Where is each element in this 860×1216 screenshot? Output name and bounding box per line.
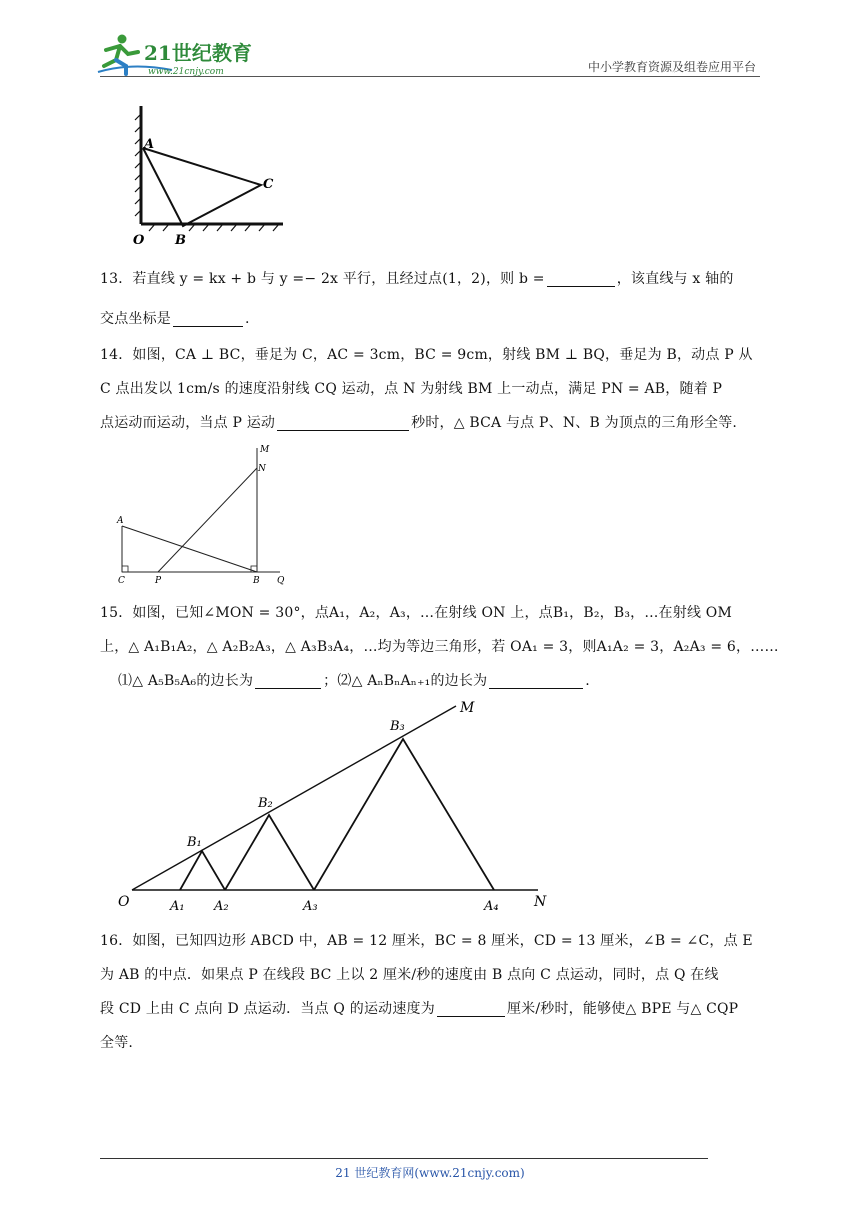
q16-line2: 为 AB 的中点．如果点 P 在线段 BC 上以 2 厘米/秒的速度由 B 点向 C 点运动，同时，点 Q 在线 [100, 967, 719, 983]
q14-blank-seconds[interactable] [277, 414, 409, 431]
label-b1: B₁ [187, 835, 202, 850]
label-n: N [258, 464, 266, 474]
q14-line2: C 点出发以 1cm/s 的速度沿射线 CQ 运动，点 N 为射线 BM 上一动点，满足 PN = AB，随着 P [100, 381, 723, 397]
footer-text[interactable]: 21 世纪教育网(www.21cnjy.com) [335, 1166, 525, 1180]
segment-ab [122, 526, 257, 572]
ray-om [132, 706, 456, 890]
q16-blank-speed[interactable] [437, 1000, 505, 1017]
q15-part2: ；⑵△ AₙBₙAₙ₊₁的边长为 [323, 673, 488, 689]
segment-pn [158, 468, 257, 572]
figure-q15 [110, 696, 560, 916]
q13-blank-intercept[interactable] [173, 310, 243, 327]
q15-line3-tail: . [585, 673, 590, 689]
label-o: O [133, 233, 145, 248]
q15-part1: ⑴△ A₅B₅A₆的边长为 [118, 673, 254, 689]
label-b: B [175, 233, 186, 248]
label-m: M [460, 700, 475, 716]
q14-line3: 点运动而运动，当点 P 运动 [100, 415, 276, 431]
q15-blank-an[interactable] [489, 672, 583, 689]
label-n: N [534, 894, 547, 910]
label-a1: A₁ [170, 899, 185, 914]
logo-url: www.21cnjy.com [148, 67, 224, 77]
question-13 [100, 262, 760, 336]
label-p: P [155, 576, 162, 586]
q16-line4: 全等. [100, 1035, 134, 1051]
label-m: M [260, 445, 270, 455]
q14-line1: 14．如图，CA ⊥ BC，垂足为 C，AC = 3cm，BC = 9cm，射线 BM ⊥ BQ，垂足为 B，动点 P 从 [100, 347, 753, 363]
q13-blank-b[interactable] [547, 270, 615, 287]
label-a3: A₃ [303, 899, 318, 914]
figure-ladder [125, 100, 295, 250]
question-15 [100, 596, 779, 698]
label-q: Q [277, 576, 285, 586]
label-a: A [144, 137, 155, 152]
header-divider [100, 76, 760, 77]
figure-q14 [112, 440, 302, 590]
label-c: C [118, 576, 125, 586]
site-logo [92, 30, 267, 78]
label-b2: B₂ [258, 796, 273, 811]
label-a: A [117, 516, 124, 526]
q14-line3-tail: 秒时，△ BCA 与点 P、N、B 为顶点的三角形全等. [411, 415, 738, 431]
question-16 [100, 924, 760, 1060]
q16-line1: 16．如图，已知四边形 ABCD 中，AB = 12 厘米，BC = 8 厘米，CD = 13 厘米，∠B = ∠C，点 E [100, 933, 753, 949]
triangle-2 [225, 815, 314, 890]
q15-line2: 上，△ A₁B₁A₂，△ A₂B₂A₃，△ A₃B₃A₄，…均为等边三角形，若 OA₁ = 3，则A₁A₂ = 3，A₂A₃ = 6，…… [100, 639, 779, 655]
triangle-1 [180, 851, 225, 890]
label-a2: A₂ [214, 899, 229, 914]
q13-line2-tail: . [245, 311, 250, 327]
logo-text: 21世纪教育 [144, 41, 252, 65]
q15-line1: 15．如图，已知∠MON = 30°，点A₁，A₂，A₃，…在射线 ON 上，点B₁，B₂，B₃，…在射线 OM [100, 605, 733, 621]
label-c: C [263, 177, 274, 192]
q13-line1: 13．若直线 y = kx + b 与 y =− 2x 平行，且经过点(1，2)，则 b = [100, 271, 545, 287]
triangle-abc [143, 148, 261, 226]
triangle-3 [314, 739, 494, 890]
question-14 [100, 338, 760, 440]
q13-line2: 交点坐标是 [100, 311, 171, 327]
header-platform-name: 中小学教育资源及组卷应用平台 [587, 60, 756, 74]
right-angle-c [122, 566, 128, 572]
label-b: B [253, 576, 260, 586]
q13-line1-tail: ，该直线与 x 轴的 [616, 271, 734, 287]
label-o: O [118, 894, 130, 910]
q15-blank-a5[interactable] [255, 672, 321, 689]
label-a4: A₄ [484, 899, 499, 914]
footer-divider [100, 1158, 708, 1159]
q16-line3: 段 CD 上由 C 点向 D 点运动．当点 Q 的运动速度为 [100, 1001, 435, 1017]
q16-line3-tail: 厘米/秒时，能够使△ BPE 与△ CQP [506, 1001, 739, 1017]
label-b3: B₃ [390, 719, 405, 734]
